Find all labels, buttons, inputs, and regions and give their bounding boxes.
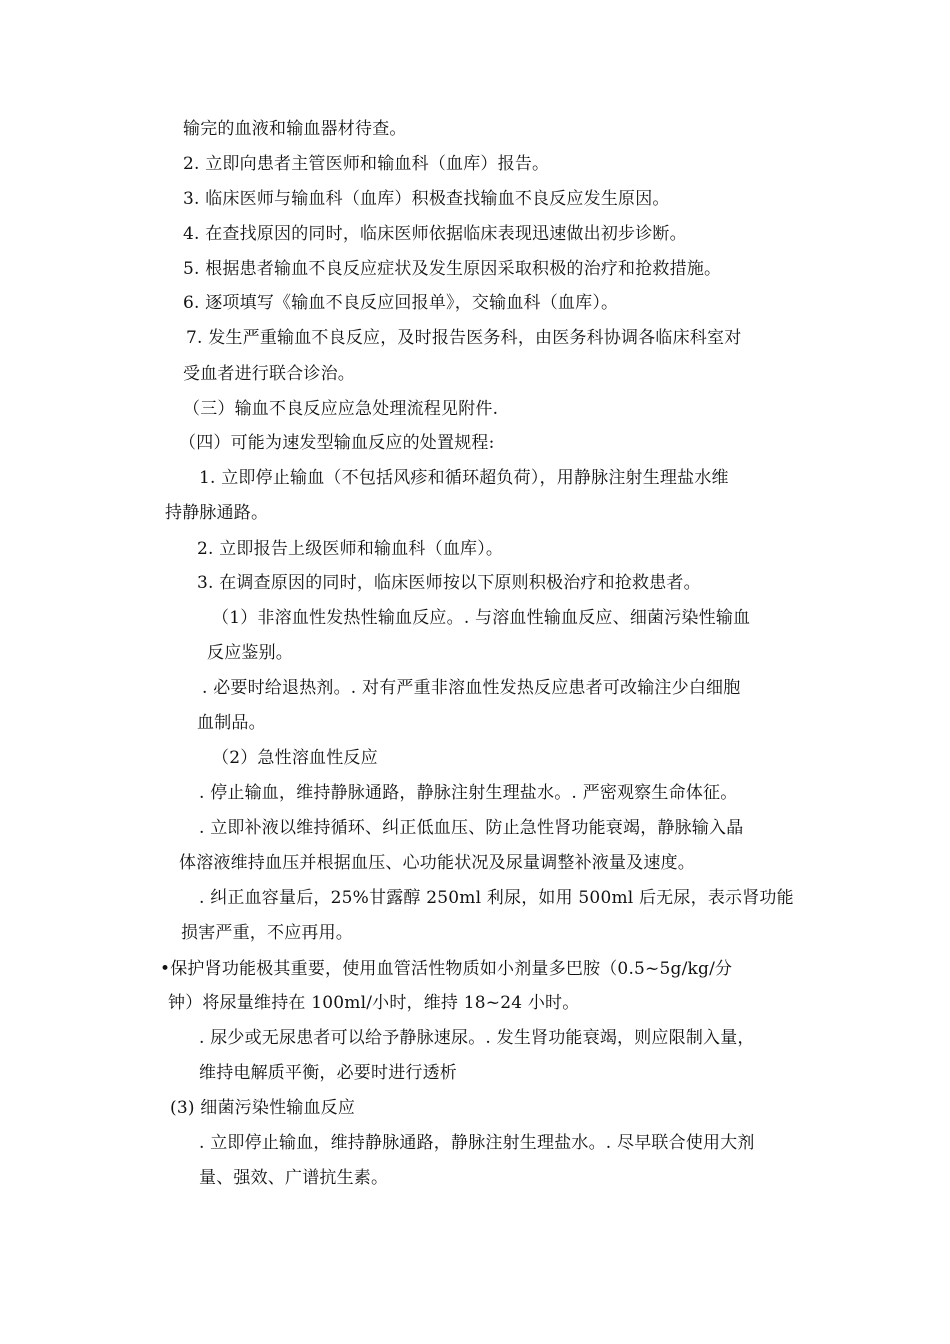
text-line: （三）输血不良反应应急处理流程见附件. (183, 399, 499, 419)
text-line: 体溶液维持血压并根据血压、心功能状况及尿量调整补液量及速度。 (179, 853, 695, 873)
text-line: 维持电解质平衡，必要时进行透析 (199, 1063, 457, 1083)
text-line: 量、强效、广谱抗生素。 (199, 1168, 389, 1188)
text-line: . 立即停止输血，维持静脉通路，静脉注射生理盐水。. 尽早联合使用大剂 (199, 1133, 755, 1153)
text-line: 损害严重，不应再用。 (181, 923, 353, 943)
text-line: . 必要时给退热剂。. 对有严重非溶血性发热反应患者可改输注少白细胞 (202, 678, 741, 698)
text-line: 7. 发生严重输血不良反应，及时报告医务科，由医务科协调各临床科室对 (186, 328, 742, 348)
text-line: 1. 立即停止输血（不包括风疹和循环超负荷），用静脉注射生理盐水维 (199, 468, 729, 488)
text-line: •保护肾功能极其重要，使用血管活性物质如小剂量多巴胺（0.5~5g/kg/分 (160, 959, 733, 979)
text-line: 5. 根据患者输血不良反应症状及发生原因采取积极的治疗和抢救措施。 (183, 259, 722, 279)
text-line: . 尿少或无尿患者可以给予静脉速尿。. 发生肾功能衰竭，则应限制入量， (199, 1028, 755, 1048)
text-line: 血制品。 (197, 713, 266, 733)
text-line: 持静脉通路。 (165, 503, 269, 523)
text-line: (3) 细菌污染性输血反应 (170, 1098, 356, 1118)
text-line: 2. 立即报告上级医师和输血科（血库）。 (197, 539, 504, 559)
text-line: （四）可能为速发型输血反应的处置规程: (179, 433, 495, 453)
text-line: 受血者进行联合诊治。 (183, 364, 355, 384)
text-line: 2. 立即向患者主管医师和输血科（血库）报告。 (183, 154, 550, 174)
text-line: 反应鉴别。 (207, 643, 293, 663)
text-line: 4. 在查找原因的同时，临床医师依据临床表现迅速做出初步诊断。 (183, 224, 687, 244)
text-line: 3. 在调查原因的同时，临床医师按以下原则积极治疗和抢救患者。 (197, 573, 701, 593)
text-line: 3. 临床医师与输血科（血库）积极查找输血不良反应发生原因。 (183, 189, 670, 209)
text-line: . 停止输血，维持静脉通路，静脉注射生理盐水。. 严密观察生命体征。 (199, 783, 738, 803)
text-line: 6. 逐项填写《输血不良反应回报单》，交输血科（血库）。 (183, 293, 619, 313)
text-line: （2）急性溶血性反应 (212, 748, 378, 768)
text-line: 钟）将尿量维持在 100ml/小时，维持 18~24 小时。 (168, 993, 580, 1013)
text-line: . 立即补液以维持循环、纠正低血压、防止急性肾功能衰竭，静脉输入晶 (199, 818, 744, 838)
text-line: . 纠正血容量后，25%甘露醇 250ml 利尿，如用 500ml 后无尿，表示肾功能 (199, 888, 794, 908)
text-line: （1）非溶血性发热性输血反应。. 与溶血性输血反应、细菌污染性输血 (212, 608, 751, 628)
text-line: 输完的血液和输血器材待查。 (183, 119, 407, 139)
